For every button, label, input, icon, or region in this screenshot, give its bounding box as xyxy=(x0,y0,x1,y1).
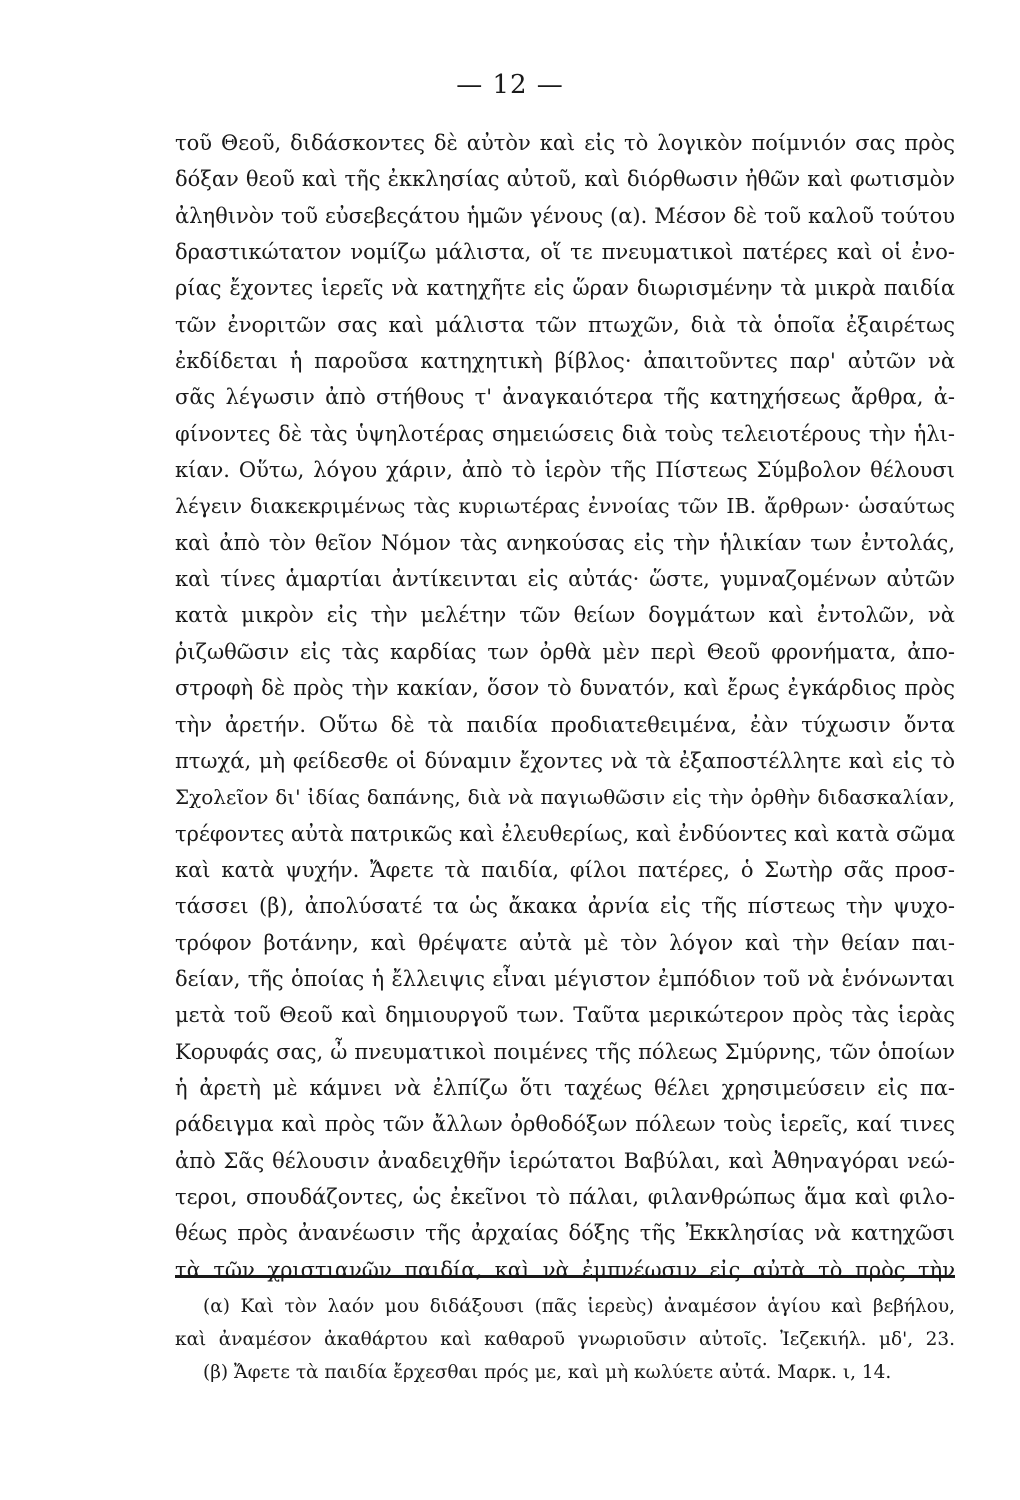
text-line: κίαν. Οὕτω, λόγου χάριν, ἀπὸ τὸ ἱερὸν τῆς Πίστεως Σύμβολον θέλουσι xyxy=(175,458,955,483)
text-line: φίνοντες δὲ τὰς ὑψηλοτέρας σημειώσεις διὰ τοὺς τελειοτέρους τὴν ἡλι- xyxy=(175,421,955,446)
text-line: τὰ τῶν χριστιανῶν παιδία, καὶ νὰ ἐμπνέωσιν εἰς αὐτὰ τὸ πρὸς τὴν xyxy=(175,1257,955,1282)
text-line: καὶ τίνες ἁμαρτίαι ἀντίκεινται εἰς αὐτάς· ὥστε, γυμναζομένων αὐτῶν xyxy=(175,567,955,592)
text-line: ἀπὸ Σᾶς θέλουσιν ἀναδειχθῆν ἱερώτατοι Βαβύλαι, καὶ Ἀθηναγόραι νεώ- xyxy=(175,1148,955,1173)
text-line: μετὰ τοῦ Θεοῦ καὶ δημιουργοῦ των. Ταῦτα μερικώτερον πρὸς τὰς ἱερὰς xyxy=(175,1003,955,1028)
text-line: τεροι, σπουδάζοντες, ὡς ἐκεῖνοι τὸ πάλαι, φιλανθρώπως ἅμα καὶ φιλο- xyxy=(175,1184,955,1209)
text-line: τοῦ Θεοῦ, διδάσκοντες δὲ αὐτὸν καὶ εἰς τὸ λογικὸν ποίμνιόν σας πρὸς xyxy=(175,131,955,155)
text-line: ἀληθινὸν τοῦ εὐσεβεςάτου ἡμῶν γένους (α). Μέσον δὲ τοῦ καλοῦ τούτου xyxy=(175,203,955,228)
text-line: ῥιζωθῶσιν εἰς τὰς καρδίας των ὀρθὰ μὲν περὶ Θεοῦ φρονήματα, ἀπο- xyxy=(175,639,955,664)
text-line: Κορυφάς σας, ὦ πνευματικοὶ ποιμένες τῆς πόλεως Σμύρνης, τῶν ὁποίων xyxy=(175,1039,955,1064)
text-line: δόξαν θεοῦ καὶ τῆς ἐκκλησίας αὐτοῦ, καὶ διόρθωσιν ἠθῶν καὶ φωτισμὸν xyxy=(175,167,955,192)
text-line: τρόφον βοτάνην, καὶ θρέψατε αὐτὰ μὲ τὸν λόγον καὶ τὴν θείαν παι- xyxy=(175,930,955,955)
text-line: κατὰ μικρὸν εἰς τὴν μελέτην τῶν θείων δογμάτων καὶ ἐντολῶν, νὰ xyxy=(175,603,955,628)
body-text xyxy=(175,125,955,1288)
footnote-line: καὶ ἀναμέσον ἀκαθάρτου καὶ καθαροῦ γνωριοῦσιν αὐτοῖς. Ἰεζεκιήλ. μδ', 23. xyxy=(175,1329,955,1350)
text-line: δείαν, τῆς ὁποίας ἡ ἔλλειψις εἶναι μέγιστον ἐμπόδιον τοῦ νὰ ἑνόνωνται xyxy=(175,966,955,991)
text-line: ράδειγμα καὶ πρὸς τῶν ἄλλων ὀρθοδόξων πόλεων τοὺς ἱερεῖς, καί τινες xyxy=(175,1112,955,1137)
text-line: τάσσει (β), ἀπολύσατέ τα ὡς ἄκακα ἀρνία εἰς τῆς πίστεως τὴν ψυχο- xyxy=(175,894,955,919)
text-line: ρίας ἔχοντες ἱερεῖς νὰ κατηχῆτε εἰς ὥραν διωρισμένην τὰ μικρὰ παιδία xyxy=(175,276,955,301)
text-line: ἐκδίδεται ἡ παροῦσα κατηχητικὴ βίβλος· ἀπαιτοῦντες παρ' αὐτῶν νὰ xyxy=(175,349,955,374)
text-line: Σχολεῖον δι' ἰδίας δαπάνης, διὰ νὰ παγιωθῶσιν εἰς τὴν ὀρθὴν διδασκαλίαν, xyxy=(175,785,955,810)
text-line: καὶ ἀπὸ τὸν θεῖον Νόμον τὰς ανηκούσας εἰς τὴν ἡλικίαν των ἐντολάς, xyxy=(175,530,955,555)
text-line: τὴν ἀρετήν. Οὕτω δὲ τὰ παιδία προδιατεθειμένα, ἐὰν τύχωσιν ὄντα xyxy=(175,712,955,737)
text-line: τῶν ἐνοριτῶν σας καὶ μάλιστα τῶν πτωχῶν, διὰ τὰ ὁποῖα ἐξαιρέτως xyxy=(175,312,955,337)
text-line: πτωχά, μὴ φείδεσθε οἱ δύναμιν ἔχοντες νὰ τὰ ἐξαποστέλλητε καὶ εἰς τὸ xyxy=(175,748,955,773)
text-line: λέγειν διακεκριμένως τὰς κυριωτέρας ἐννοίας τῶν ΙΒ. ἄρθρων· ὡσαύτως xyxy=(175,494,955,519)
text-line: θέως πρὸς ἀνανέωσιν τῆς ἀρχαίας δόξης τῆς Ἐκκλησίας νὰ κατηχῶσι xyxy=(175,1221,955,1246)
text-line: στροφὴ δὲ πρὸς τὴν κακίαν, ὅσον τὸ δυνατόν, καὶ ἔρως ἐγκάρδιος πρὸς xyxy=(175,676,955,701)
footnote-line: (α) Καὶ τὸν λαόν μου διδάξουσι (πᾶς ἱερεὺς) ἀναμέσον ἁγίου καὶ βεβήλου, xyxy=(203,1296,955,1317)
page-number: — 12 — xyxy=(456,70,564,100)
footnote-line: (β) Ἄφετε τὰ παιδία ἔρχεσθαι πρός με, καὶ μὴ κωλύετε αὐτά. Μαρκ. ι, 14. xyxy=(203,1362,892,1383)
text-line: δραστικώτατον νομίζω μάλιστα, οἵ τε πνευματικοὶ πατέρες καὶ οἱ ἐνο- xyxy=(175,240,955,265)
text-line: σᾶς λέγωσιν ἀπὸ στήθους τ' ἀναγκαιότερα τῆς κατηχήσεως ἄρθρα, ἀ- xyxy=(175,385,955,410)
text-line: τρέφοντες αὐτὰ πατρικῶς καὶ ἐλευθερίως, καὶ ἐνδύοντες καὶ κατὰ σῶμα xyxy=(175,821,956,846)
footnote-rule xyxy=(175,1275,955,1278)
footnotes xyxy=(175,1290,955,1389)
text-line: ἡ ἀρετὴ μὲ κάμνει νὰ ἐλπίζω ὅτι ταχέως θέλει χρησιμεύσειν εἰς πα- xyxy=(175,1075,955,1100)
text-line: καὶ κατὰ ψυχήν. Ἄφετε τὰ παιδία, φίλοι πατέρες, ὁ Σωτὴρ σᾶς προσ- xyxy=(175,857,955,882)
